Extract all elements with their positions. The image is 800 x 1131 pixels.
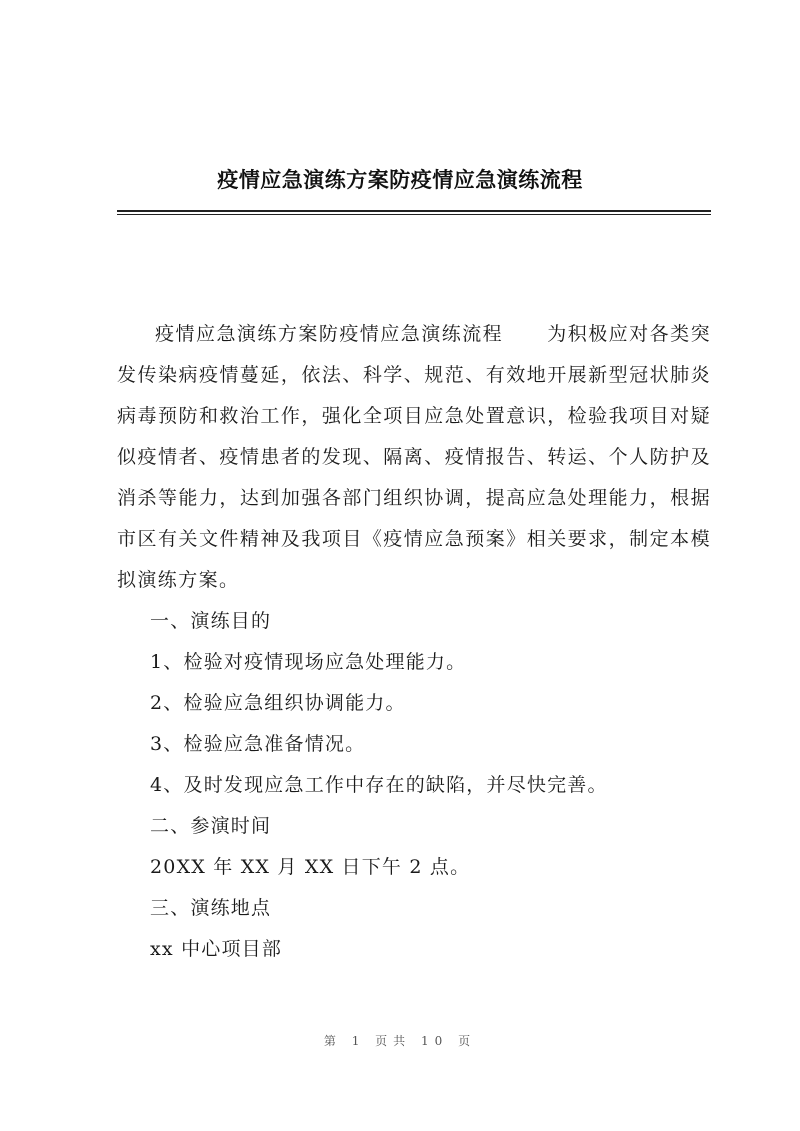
list-item: 2、检验应急组织协调能力。 xyxy=(150,692,406,714)
section-heading-location: 三、演练地点 xyxy=(150,897,272,919)
section-heading-purpose: 一、演练目的 xyxy=(150,610,272,632)
title-divider-thick xyxy=(117,210,711,212)
drill-time: 20XX 年 XX 月 XX 日下午 2 点。 xyxy=(150,856,471,878)
list-item: 1、检验对疫情现场应急处理能力。 xyxy=(150,651,467,673)
intro-text: 为积极应对各类突发传染病疫情蔓延，依法、科学、规范、有效地开展新型冠状肺炎病毒预防和救治工作，强化全项目应急处置意识，检验我项目对疑似疫情者、疫情患者的发现、隔离、疫情报告、转运、个人防护及消杀等能力，达到加强各部门组织协调，提高应急处理能力，根据市区有关文件精神及我项目《疫情应急预案》相关要求，制定本模拟演练方案。 xyxy=(117,323,711,591)
list-item: 4、及时发现应急工作中存在的缺陷，并尽快完善。 xyxy=(150,774,608,796)
section-heading-time: 二、参演时间 xyxy=(150,815,272,837)
intro-paragraph xyxy=(117,314,711,601)
document-body xyxy=(117,314,711,970)
intro-lead: 疫情应急演练方案防疫情应急演练流程 xyxy=(155,323,504,345)
page-number-footer: 第 1 页共 10 页 xyxy=(323,1034,477,1048)
list-item: 3、检验应急准备情况。 xyxy=(150,733,366,755)
title-divider-thin xyxy=(117,214,711,215)
drill-location: xx 中心项目部 xyxy=(150,938,283,960)
page-title: 疫情应急演练方案防疫情应急演练流程 xyxy=(217,167,583,192)
